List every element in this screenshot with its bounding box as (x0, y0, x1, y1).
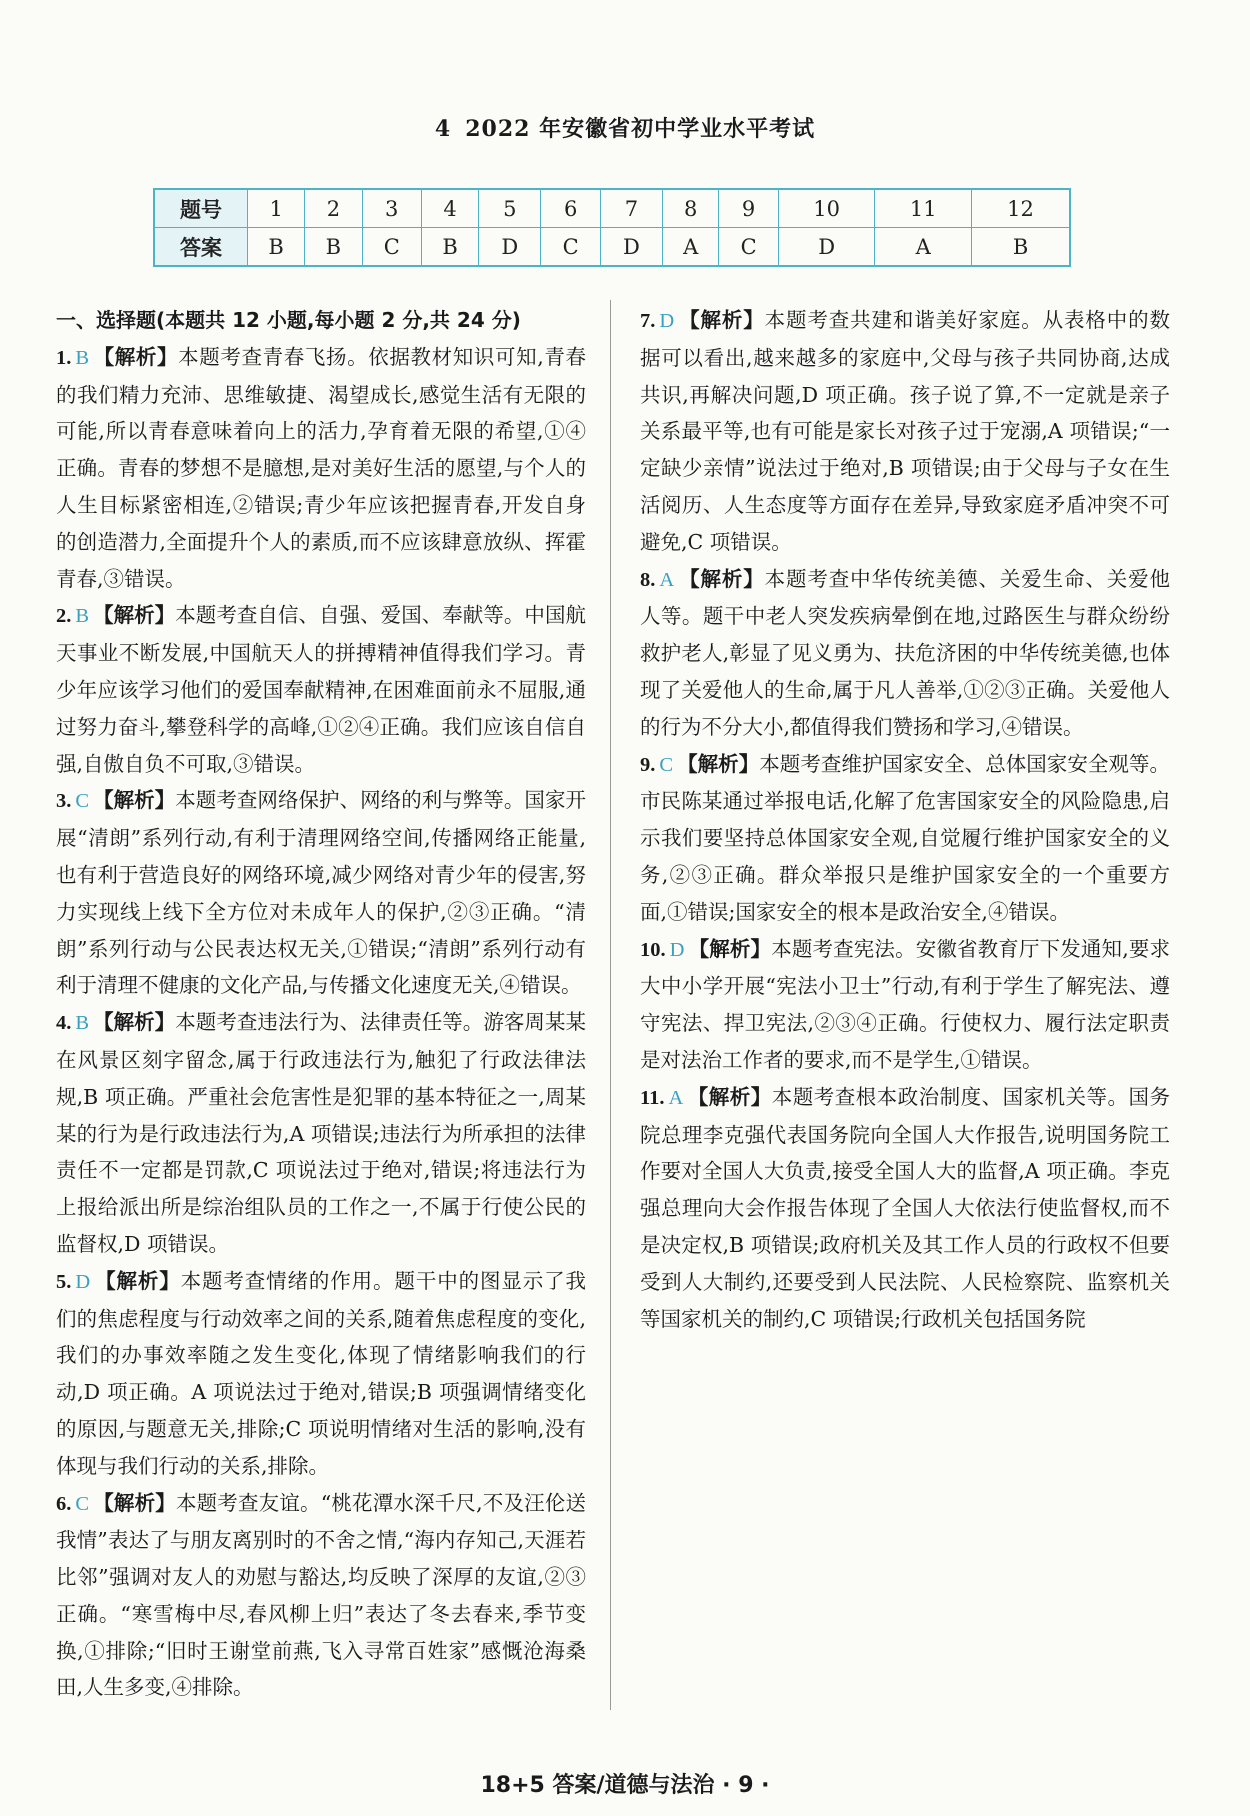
item-text: 本题考查维护国家安全、总体国家安全观等。市民陈某通过举报电话,化解了危害国家安全的风险隐患,启示我们要坚持总体国家安全观,自觉履行维护国家安全的义务,②③正确。群众举报只是维护国家安全的一个重要方面,①错误;国家安全的根本是政治安全,④错误。 (640, 751, 1171, 924)
item-answer: D (669, 938, 685, 961)
left-column (56, 302, 586, 1706)
item-text: 本题考查自信、自强、爱国、奉献等。中国航天事业不断发展,中国航天人的拼搏精神值得我们学习。青少年应该学习他们的爱国奉献精神,在困难面前永不屈服,通过努力奋斗,攀登科学的高峰,①②④正确。我们应该自信自强,自傲自负不可取,③错误。 (56, 603, 587, 776)
explanation-item (640, 1079, 1170, 1338)
table-cell: C (541, 228, 600, 267)
item-text: 本题考查中华传统美德、关爱生命、关爱他人等。题干中老人突发疾病晕倒在地,过路医生与群众纷纷救护老人,彰显了见义勇为、扶危济困的中华传统美德,也体现了关爱他人的生命,属于凡人善举,①②③正确。关爱他人的行为不分大小,都值得我们赞扬和学习,④错误。 (640, 566, 1171, 739)
page-footer: 18+5 答案/道德与法治 · 9 · (480, 1773, 770, 1798)
item-number: 2. (56, 605, 72, 628)
table-cell: C (362, 228, 421, 267)
table-cell: D (600, 228, 662, 267)
table-cell: D (778, 228, 875, 267)
item-number: 4. (56, 1012, 72, 1035)
explanation-item (56, 597, 586, 782)
item-answer: C (75, 790, 90, 813)
table-cell: 9 (719, 189, 778, 228)
table-cell: A (875, 228, 972, 267)
item-answer: D (75, 1270, 91, 1293)
item-text: 本题考查网络保护、网络的利与弊等。国家开展“清朗”系列行动,有利于清理网络空间,传播网络正能量,也有利于营造良好的网络环境,减少网络对青少年的侵害,努力实现线上线下全方位对未成年人的保护,②③正确。“清朗”系列行动与公民表达权无关,①错误;“清朗”系列行动有利于清理不健康的文化产品,与传播文化速度无关,④错误。 (56, 788, 587, 998)
right-column (640, 302, 1170, 1337)
question-number-row (154, 189, 1070, 228)
table-cell: B (305, 228, 362, 267)
explanation-item (56, 1263, 586, 1485)
table-cell: 4 (421, 189, 478, 228)
item-number: 11. (640, 1086, 665, 1109)
item-tag: 【解析】 (678, 566, 765, 591)
item-text: 本题考查青春飞扬。依据教材知识可知,青春的我们精力充沛、思维敏捷、渴望成长,感觉生活有无限的可能,所以青春意味着向上的活力,孕育着无限的希望,①④正确。青春的梦想不是臆想,是对美好生活的愿望,与个人的人生目标紧密相连,②错误;青少年应该把握青春,开发自身的创造潜力,全面提升个人的素质,而不应该肆意放纵、挥霍青春,③错误。 (56, 344, 587, 591)
item-tag: 【解析】 (93, 788, 176, 813)
table-cell: C (719, 228, 778, 267)
table-cell: 5 (479, 189, 541, 228)
table-cell: 12 (972, 189, 1070, 228)
table-cell: 2 (305, 189, 362, 228)
item-answer: A (668, 1086, 684, 1109)
answer-row (154, 228, 1070, 267)
table-cell: 8 (663, 189, 719, 228)
table-cell: A (663, 228, 719, 267)
item-answer: D (659, 310, 675, 332)
table-cell: B (248, 228, 305, 267)
exam-number: 4 (434, 116, 452, 142)
item-number: 3. (56, 790, 72, 813)
item-number: 10. (640, 938, 666, 961)
explanation-item (56, 782, 586, 1004)
item-tag: 【解析】 (688, 936, 772, 961)
item-text: 本题考查情绪的作用。题干中的图显示了我们的焦虑程度与行动效率之间的关系,随着焦虑程度的变化,我们的办事效率随之发生变化,体现了情绪影响我们的行动,D 项正确。A 项说法过于绝对,错误;B 项强调情绪变化的原因,与题意无关,排除;C 项说明情绪对生活的影响,没有体现与我们行动的关系,排除。 (56, 1268, 587, 1478)
row-label-number: 题号 (154, 189, 248, 228)
item-text: 本题考查违法行为、法律责任等。游客周某某在风景区刻字留念,属于行政违法行为,触犯了行政法律法规,B 项正确。严重社会危害性是犯罪的基本特征之一,周某某的行为是行政违法行为,A 项错误;违法行为所承担的法律责任不一定都是罚款,C 项说法过于绝对,错误;将违法行为上报给派出所是综治组队员的工作之一,不属于行使公民的监督权,D 项错误。 (56, 1010, 587, 1256)
explanation-item (56, 1485, 586, 1707)
item-tag: 【解析】 (678, 308, 765, 332)
explanation-item (640, 561, 1170, 746)
explanation-item (56, 339, 586, 598)
column-divider (610, 300, 611, 1710)
explanation-item (56, 1004, 586, 1263)
table-cell: 11 (875, 189, 972, 228)
item-number: 1. (56, 346, 72, 369)
item-answer: A (659, 568, 675, 591)
item-tag: 【解析】 (93, 1490, 176, 1515)
item-number: 9. (640, 753, 656, 776)
table-cell: B (972, 228, 1070, 267)
table-cell: 7 (600, 189, 662, 228)
table-cell: B (421, 228, 478, 267)
page-title (0, 112, 1250, 143)
item-answer: C (75, 1492, 90, 1515)
item-answer: B (75, 346, 90, 369)
section-title: 一、选择题(本题共 12 小题,每小题 2 分,共 24 分) (56, 308, 521, 332)
item-tag: 【解析】 (94, 1268, 181, 1293)
table-cell: 10 (778, 189, 875, 228)
table-cell: D (479, 228, 541, 267)
item-text: 本题考查宪法。安徽省教育厅下发通知,要求大中小学开展“宪法小卫士”行动,有利于学生了解宪法、遵守宪法、捍卫宪法,②③④正确。行使权力、履行法定职责是对法治工作者的要求,而不是学生,①错误。 (640, 936, 1171, 1072)
item-number: 8. (640, 568, 656, 591)
row-label-answer: 答案 (154, 228, 248, 267)
answer-table (153, 188, 1071, 267)
explanation-item (640, 302, 1170, 561)
item-number: 7. (640, 310, 656, 332)
item-tag: 【解析】 (93, 1010, 176, 1035)
exam-title: 2022 年安徽省初中学业水平考试 (465, 116, 816, 142)
item-answer: B (75, 1012, 90, 1035)
item-answer: B (75, 605, 90, 628)
item-tag: 【解析】 (93, 344, 179, 369)
item-answer: C (659, 753, 674, 776)
item-text: 本题考查共建和谐美好家庭。从表格中的数据可以看出,越来越多的家庭中,父母与孩子共同协商,达成共识,再解决问题,D 项正确。孩子说了算,不一定就是亲子关系最平等,也有可能是家长对孩子过于宠溺,A 项错误;“一定缺少亲情”说法过于绝对,B 项错误;由于父母与子女在生活阅历、人生态度等方面存在差异,导致家庭矛盾冲突不可避免,C 项错误。 (640, 308, 1171, 554)
item-tag: 【解析】 (677, 751, 760, 776)
item-tag: 【解析】 (93, 603, 176, 628)
explanation-item (640, 746, 1170, 931)
explanation-item (640, 931, 1170, 1079)
item-number: 6. (56, 1492, 72, 1515)
table-cell: 6 (541, 189, 600, 228)
table-cell: 1 (248, 189, 305, 228)
table-cell: 3 (362, 189, 421, 228)
item-number: 5. (56, 1270, 72, 1293)
item-tag: 【解析】 (687, 1084, 772, 1109)
item-text: 本题考查友谊。“桃花潭水深千尺,不及汪伦送我情”表达了与朋友离别时的不舍之情,“海内存知己,天涯若比邻”强调对友人的劝慰与豁达,均反映了深厚的友谊,②③正确。“寒雪梅中尽,春风柳上归”表达了冬去春来,季节变换,①排除;“旧时王谢堂前燕,飞入寻常百姓家”感慨沧海桑田,人生多变,④排除。 (56, 1490, 586, 1700)
item-text: 本题考查根本政治制度、国家机关等。国务院总理李克强代表国务院向全国人大作报告,说明国务院工作要对全国人大负责,接受全国人大的监督,A 项正确。李克强总理向大会作报告体现了全国人大依法行使监督权,而不是决定权,B 项错误;政府机关及其工作人员的行政权不但要受到人大制约,还要受到人民法院、人民检察院、监察机关等国家机关的制约,C 项错误;行政机关包括国务院 (640, 1084, 1171, 1331)
